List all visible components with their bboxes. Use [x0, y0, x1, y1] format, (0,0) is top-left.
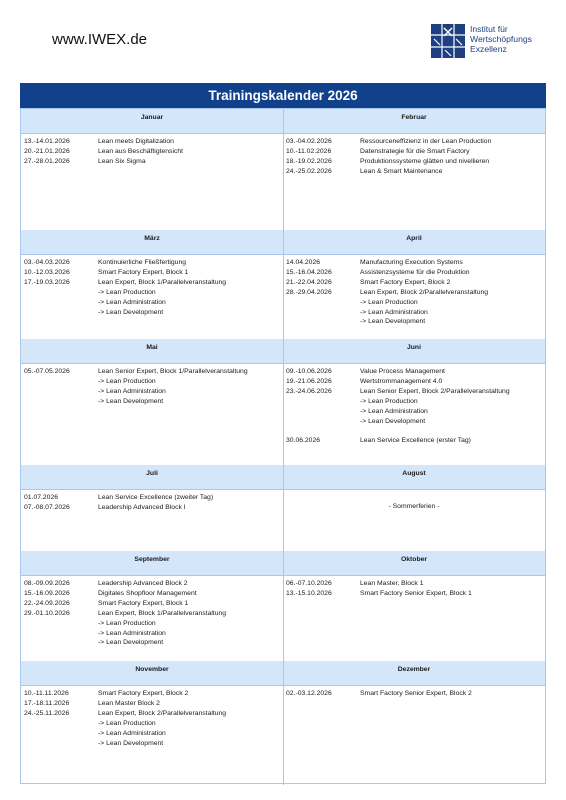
training-entry[interactable] [286, 377, 510, 387]
training-date: 27.-28.01.2026 [24, 157, 70, 165]
training-entry[interactable] [286, 268, 488, 278]
track-option: -> Lean Production [98, 719, 156, 727]
training-title: Lean Master Block 2 [98, 699, 160, 707]
track-option: -> Lean Administration [360, 308, 428, 316]
column-divider [283, 339, 284, 465]
month-entries [24, 579, 226, 648]
training-title: Lean aus Beschäftigtensicht [98, 147, 184, 155]
training-date: 05.-07.05.2026 [24, 368, 70, 375]
training-entry[interactable] [24, 278, 226, 288]
training-title: Lean Expert, Block 2/Parallelveranstaltung [98, 709, 227, 717]
training-date: 24.-25.02.2026 [286, 167, 332, 175]
header-divider [21, 133, 545, 134]
month-header-juli: Juli [21, 465, 283, 489]
track-option: -> Lean Production [98, 288, 156, 296]
month-header-april: April [283, 230, 545, 254]
track-option: -> Lean Administration [98, 629, 166, 637]
column-divider [283, 465, 284, 551]
month-header-märz: März [21, 230, 283, 254]
training-title: Manufacturing Execution Systems [360, 259, 463, 266]
training-date: 01.07.2026 [24, 494, 59, 501]
header-divider [21, 254, 545, 255]
training-entry[interactable] [24, 709, 226, 719]
training-title: Lean Senior Expert, Block 2/Parallelveranstaltung [360, 387, 510, 395]
training-date: 22.-24.09.2026 [24, 599, 70, 607]
month-note: - Sommerferien - [388, 503, 440, 510]
header-divider [21, 363, 545, 364]
training-title: Leadership Advanced Block 2 [98, 580, 188, 587]
month-entries [24, 493, 213, 513]
track-option: -> Lean Administration [98, 298, 166, 306]
training-title: Lean Expert, Block 1/Parallelveranstaltung [98, 278, 227, 286]
column-divider [283, 109, 284, 230]
track-option: -> Lean Administration [360, 407, 428, 415]
training-entry[interactable] [24, 689, 226, 699]
training-title: Lean Senior Expert, Block 1/Parallelveranstaltung [98, 368, 248, 375]
logo-line: Wertschöpfungs [470, 34, 532, 45]
training-date: 10.-11.11.2026 [24, 690, 69, 697]
training-title: Kontinuierliche Fließfertigung [98, 259, 187, 266]
training-entry[interactable] [24, 589, 226, 599]
training-title: Wertstrommanagement 4.0 [360, 377, 443, 385]
site-url[interactable]: www.IWEX.de [52, 31, 148, 48]
track-option: -> Lean Administration [98, 729, 166, 737]
training-date: 17.-19.03.2026 [24, 278, 70, 286]
track-option: -> Lean Development [360, 417, 426, 425]
training-entry[interactable] [286, 436, 510, 446]
month-entries [24, 258, 226, 317]
training-date: 02.-03.12.2026 [286, 690, 332, 697]
training-entry[interactable] [286, 278, 488, 288]
training-date: 18.-19.02.2026 [286, 157, 332, 165]
calendar-grid [20, 108, 546, 784]
training-title: Digitales Shopfloor Management [98, 589, 197, 597]
training-date: 15.-16.04.2026 [286, 268, 332, 276]
logo-line: Exzellenz [470, 44, 507, 55]
training-date: 03.-04.03.2026 [24, 259, 70, 266]
training-date: 13.-14.01.2026 [24, 138, 70, 145]
training-entry[interactable] [286, 288, 488, 298]
training-title: Lean & Smart Maintenance [360, 167, 443, 175]
training-title: Ressourceneffizienz in der Lean Production [360, 138, 492, 145]
training-title: Lean Master, Block 1 [360, 580, 424, 587]
month-header-november: November [21, 661, 283, 685]
training-date: 10.-11.02.2026 [286, 147, 332, 155]
iwex-logo [431, 24, 551, 58]
training-date: 29.-01.10.2026 [24, 609, 70, 617]
training-date: 09.-10.06.2026 [286, 368, 332, 375]
training-date: 19.-21.06.2026 [286, 377, 332, 385]
training-entry[interactable] [286, 689, 472, 699]
month-entries [286, 689, 472, 699]
track-option: -> Lean Administration [98, 387, 166, 395]
month-header-januar: Januar [21, 109, 283, 133]
month-header-mai: Mai [21, 339, 283, 363]
column-divider [283, 551, 284, 661]
training-title: Smart Factory Expert, Block 2 [98, 690, 189, 697]
training-title: Datenstrategie für die Smart Factory [360, 147, 470, 155]
training-entry[interactable] [286, 157, 491, 167]
logo-line: Institut für [470, 24, 508, 34]
month-header-august: August [283, 465, 545, 489]
track-option: -> Lean Production [360, 397, 418, 405]
training-title: Leadership Advanced Block I [98, 503, 186, 511]
training-date: 13.-15.10.2026 [286, 589, 332, 597]
training-title: Produktionssysteme glätten und nivellieren [360, 157, 490, 165]
training-title: Lean Expert, Block 2/Parallelveranstaltung [360, 288, 489, 296]
month-header-september: September [21, 551, 283, 575]
track-option: -> Lean Development [98, 397, 164, 405]
training-date: 28.-29.04.2026 [286, 288, 332, 296]
training-title: Value Process Management [360, 368, 445, 375]
header-divider [21, 575, 545, 576]
month-entries [24, 137, 183, 167]
training-date: 03.-04.02.2026 [286, 138, 332, 145]
training-entry[interactable] [24, 599, 226, 609]
track-option: -> Lean Development [98, 639, 164, 647]
track-option: -> Lean Development [98, 739, 164, 747]
spacer [286, 426, 510, 436]
track-option: -> Lean Production [98, 377, 156, 385]
calendar-title: Trainingskalender 2026 [20, 83, 546, 108]
training-date: 15.-16.09.2026 [24, 589, 70, 597]
month-header-dezember: Dezember [283, 661, 545, 685]
month-entries [24, 367, 248, 407]
training-title: Smart Factory Senior Expert, Block 1 [360, 589, 472, 597]
logo-text [470, 24, 532, 55]
training-date: 20.-21.01.2026 [24, 147, 70, 155]
training-entry[interactable] [24, 503, 213, 513]
training-date: 08.-09.09.2026 [24, 580, 70, 587]
training-entry[interactable] [286, 367, 510, 377]
training-entry[interactable] [286, 147, 491, 157]
training-entry[interactable] [24, 268, 226, 278]
column-divider [283, 230, 284, 339]
iwex-logo-icon [431, 24, 465, 58]
training-entry[interactable] [24, 147, 183, 157]
column-divider [283, 661, 284, 785]
month-entries [24, 689, 226, 748]
month-header-oktober: Oktober [283, 551, 545, 575]
training-entry[interactable] [286, 137, 491, 147]
month-header-februar: Februar [283, 109, 545, 133]
training-entry[interactable] [24, 137, 183, 147]
training-entry[interactable] [286, 167, 491, 177]
training-entry[interactable] [24, 157, 183, 167]
training-entry[interactable] [24, 258, 226, 268]
training-date: 06.-07.10.2026 [286, 580, 332, 587]
training-title: Lean Six Sigma [98, 157, 146, 165]
training-date: 24.-25.11.2026 [24, 709, 70, 717]
training-entry[interactable] [286, 387, 510, 397]
training-date: 30.06.2026 [286, 437, 321, 445]
track-option: -> Lean Production [360, 298, 418, 306]
training-title: Lean meets Digitalization [98, 138, 174, 145]
training-date: 10.-12.03.2026 [24, 268, 70, 276]
training-title: Lean Service Excellence (zweiter Tag) [98, 494, 214, 501]
training-entry[interactable] [286, 258, 488, 268]
training-title: Smart Factory Expert, Block 1 [98, 268, 189, 276]
track-option: -> Lean Development [98, 308, 164, 316]
training-date: 07.-08.07.2026 [24, 503, 70, 511]
month-entries [286, 137, 491, 177]
training-date: 17.-18.11.2026 [24, 699, 70, 707]
training-title: Smart Factory Senior Expert, Block 2 [360, 690, 472, 697]
training-entry[interactable] [24, 699, 226, 709]
training-entry[interactable] [24, 579, 226, 589]
training-date: 14.04.2026 [286, 259, 321, 266]
training-title: Smart Factory Expert, Block 1 [98, 599, 189, 607]
track-option: -> Lean Development [360, 318, 426, 326]
month-entries [286, 258, 488, 327]
training-entry[interactable] [24, 493, 213, 503]
training-date: 23.-24.06.2026 [286, 387, 332, 395]
training-title: Assistenzsysteme für die Produktion [360, 268, 470, 276]
month-entries [286, 367, 510, 446]
training-entry[interactable] [24, 609, 226, 619]
training-entry[interactable] [24, 367, 248, 377]
training-title: Lean Service Excellence (erster Tag) [360, 437, 471, 445]
header-divider [21, 685, 545, 686]
training-date: 21.-22.04.2026 [286, 278, 332, 286]
training-title: Smart Factory Expert, Block 2 [360, 278, 451, 286]
track-option: -> Lean Production [98, 619, 156, 627]
training-entry[interactable] [286, 579, 472, 589]
header-divider [21, 489, 545, 490]
training-title: Lean Expert, Block 1/Parallelveranstaltung [98, 609, 227, 617]
training-entry[interactable] [286, 589, 472, 599]
month-header-juni: Juni [283, 339, 545, 363]
month-entries [286, 579, 472, 599]
